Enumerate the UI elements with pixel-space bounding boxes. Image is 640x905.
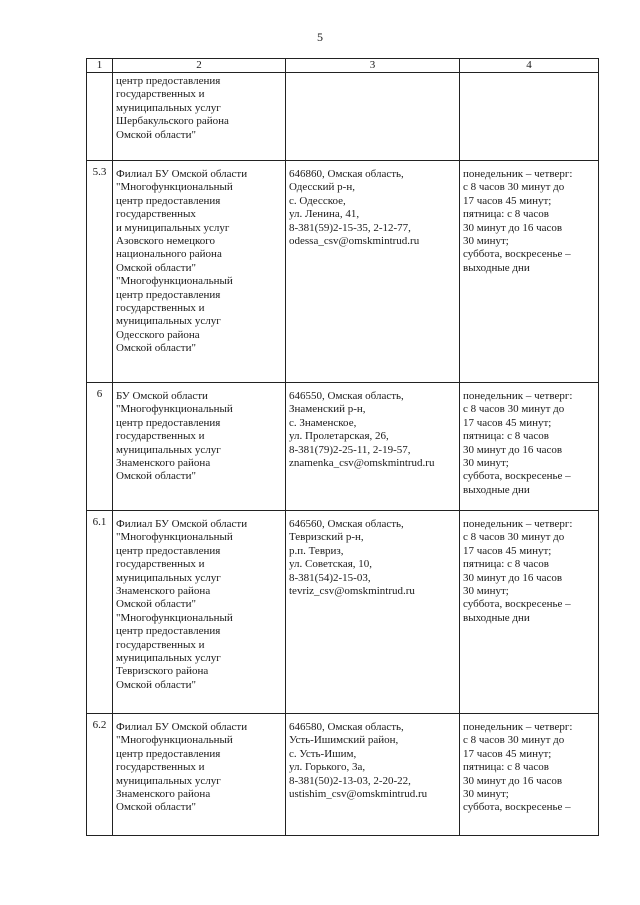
text-line: Филиал БУ Омской области [116,721,248,733]
text-line: 30 минут до 16 часов [463,774,563,787]
text-line: с 8 часов 30 минут до [463,181,565,194]
text-line: БУ Омской области [116,390,208,402]
working-hours-cell [460,383,599,511]
text-line: понедельник – четверг: [463,168,573,180]
text-line: Филиал БУ Омской области [116,518,248,530]
text-line: 8-381(59)2-15-35, 2-12-77, [289,221,411,234]
text-line: центр предоставления [116,194,221,207]
text-line: государственных и [116,558,205,571]
text-line: понедельник – четверг: [463,518,573,530]
text-line: государственных и [116,88,205,101]
text-line: Одесский р-н, [289,181,355,194]
text-line: государственных и [116,638,205,651]
text-line: 8-381(79)2-25-11, 2-19-57, [289,443,411,456]
text-line: центр предоставления [116,625,221,638]
table-row [87,383,599,511]
table-row [87,73,599,161]
text-line: "Многофункциональный [116,403,233,416]
column-header: 2 [113,59,286,73]
text-line: муниципальных услуг [116,571,221,584]
working-hours-cell [460,511,599,714]
organization-name-cell [113,161,286,383]
text-line: суббота, воскресенье – [463,470,571,483]
text-line: 646860, Омская область, [289,168,404,180]
text-line: 30 минут до 16 часов [463,571,563,584]
text-line: 30 минут до 16 часов [463,443,563,456]
text-line: 646580, Омская область, [289,721,404,733]
text-line: Омской области" [116,598,196,611]
working-hours-cell [460,73,599,161]
text-line: Омской области" [116,128,196,141]
text-line: понедельник – четверг: [463,390,573,402]
working-hours-cell [460,714,599,836]
text-line: Знаменский р-н, [289,403,366,416]
organization-name-cell [113,73,286,161]
text-line: центр предоставления [116,288,221,301]
text-line: муниципальных услуг [116,101,221,114]
text-line: "Многофункциональный [116,181,233,194]
text-line: Знаменского района [116,457,211,470]
table-header-row [87,59,599,73]
text-line: 8-381(54)2-15-03, [289,571,371,584]
text-line: государственных и [116,302,205,315]
text-line: выходные дни [463,611,530,624]
text-line: муниципальных услуг [116,652,221,665]
column-header: 1 [87,59,113,73]
text-line: "Многофункциональный [116,531,233,544]
text-line: суббота, воскресенье – [463,801,571,814]
text-line: государственных и [116,430,205,443]
text-line: 17 часов 45 минут; [463,194,552,207]
text-line: государственных и [116,761,205,774]
organization-name-cell [113,714,286,836]
text-line: пятница: с 8 часов [463,558,549,571]
text-line: ustishim_csv@omskmintrud.ru [289,788,428,801]
row-number: 6.1 [87,511,113,714]
text-line: ул. Ленина, 41, [289,208,360,221]
text-line: 30 минут; [463,585,509,598]
mfc-branches-table [86,58,599,836]
text-line: центр предоставления [116,416,221,429]
text-line: с 8 часов 30 минут до [463,734,565,747]
text-line: Шербакульского района [116,115,229,128]
text-line: "Многофункциональный [116,275,233,288]
row-number: 5.3 [87,161,113,383]
text-line: с 8 часов 30 минут до [463,531,565,544]
text-line: с. Знаменское, [289,416,357,429]
text-line: с 8 часов 30 минут до [463,403,565,416]
text-line: Филиал БУ Омской области [116,168,248,180]
address-contacts-cell [286,161,460,383]
text-line: муниципальных услуг [116,315,221,328]
text-line: odessa_csv@omskmintrud.ru [289,235,420,248]
table-row [87,511,599,714]
text-line: 17 часов 45 минут; [463,416,552,429]
text-line: государственных [116,208,196,221]
text-line: Знаменского района [116,585,211,598]
text-line: р.п. Тевриз, [289,544,344,557]
text-line: центр предоставления [116,747,221,760]
text-line: Одесского района [116,328,200,341]
text-line: пятница: с 8 часов [463,430,549,443]
text-line: 17 часов 45 минут; [463,747,552,760]
text-line: 17 часов 45 минут; [463,544,552,557]
text-line: Омской области" [116,342,196,355]
text-line: "Многофункциональный [116,611,233,624]
text-line: понедельник – четверг: [463,721,573,733]
text-line: "Многофункциональный [116,734,233,747]
text-line: 30 минут; [463,788,509,801]
text-line: Тевризского района [116,665,209,678]
text-line: Азовского немецкого [116,235,216,248]
text-line: и муниципальных услуг [116,221,230,234]
text-line: национального района [116,248,222,261]
text-line: суббота, воскресенье – [463,248,571,261]
text-line: выходные дни [463,483,530,496]
text-line: центр предоставления [116,75,221,87]
column-header: 3 [286,59,460,73]
text-line: 30 минут до 16 часов [463,221,563,234]
text-line: Омской области" [116,678,196,691]
text-line: 646550, Омская область, [289,390,404,402]
row-number: 6 [87,383,113,511]
address-contacts-cell [286,383,460,511]
table-row [87,714,599,836]
address-contacts-cell [286,73,460,161]
text-line: ул. Пролетарская, 26, [289,430,389,443]
text-line: с. Усть-Ишим, [289,747,357,760]
text-line: центр предоставления [116,544,221,557]
text-line: tevriz_csv@omskmintrud.ru [289,585,415,598]
column-header: 4 [460,59,599,73]
address-contacts-cell [286,511,460,714]
text-line: муниципальных услуг [116,774,221,787]
text-line: Омской области" [116,261,196,274]
text-line: 646560, Омская область, [289,518,404,530]
organization-name-cell [113,511,286,714]
text-line: znamenka_csv@omskmintrud.ru [289,457,435,470]
text-line: Усть-Ишимский район, [289,734,399,747]
text-line: 30 минут; [463,457,509,470]
text-line: муниципальных услуг [116,443,221,456]
text-line: Омской области" [116,470,196,483]
text-line: ул. Горького, 3а, [289,761,366,774]
text-line: 30 минут; [463,235,509,248]
row-number [87,73,113,161]
text-line: пятница: с 8 часов [463,761,549,774]
text-line: 8-381(50)2-13-03, 2-20-22, [289,774,411,787]
text-line: ул. Советская, 10, [289,558,373,571]
text-line: пятница: с 8 часов [463,208,549,221]
text-line: Знаменского района [116,788,211,801]
text-line: с. Одесское, [289,194,346,207]
organization-name-cell [113,383,286,511]
page-number: 5 [317,30,323,44]
text-line: суббота, воскресенье – [463,598,571,611]
table-row [87,161,599,383]
text-line: Тевризский р-н, [289,531,364,544]
text-line: Омской области" [116,801,196,814]
working-hours-cell [460,161,599,383]
address-contacts-cell [286,714,460,836]
row-number: 6.2 [87,714,113,836]
text-line: выходные дни [463,261,530,274]
